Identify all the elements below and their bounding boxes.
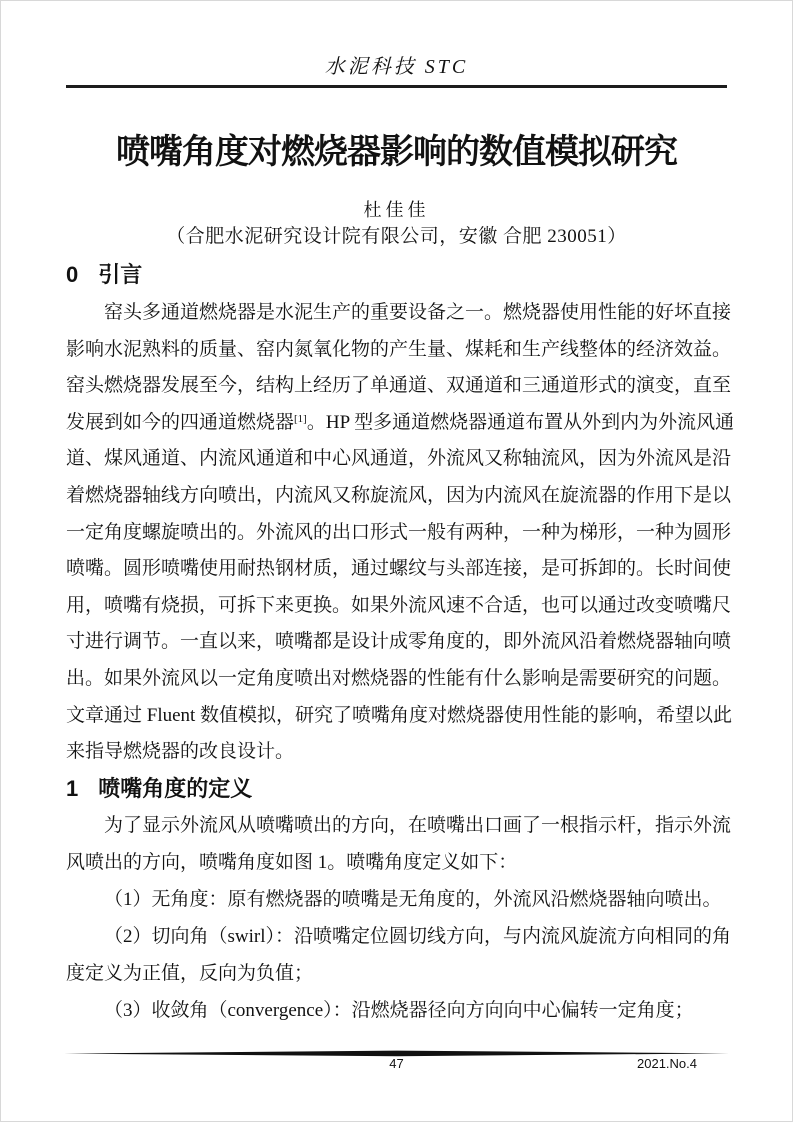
text-line: 出。如果外流风以一定角度喷出对燃烧器的性能有什么影响是需要研究的问题。 [66,667,732,689]
text-line: 窑头多通道燃烧器是水泥生产的重要设备之一。燃烧器使用性能的好坏直接 [104,302,732,323]
text-line: 道、煤风通道、内流风通道和中心风通道，外流风又称轴流风，因为外流风是沿 [66,448,732,470]
text-line: 度定义为正值，反向为负值； [66,963,314,984]
definition-paragraph [66,807,732,1029]
section-heading-nozzle-angle-definition [66,772,252,803]
section-number: 0 [66,262,79,287]
text-segment: 发展到如今的四通道燃烧器 [66,411,295,433]
text-line: 影响水泥熟料的质量、窑内氮氧化物的产生量、煤耗和生产线整体的经济效益。 [66,338,732,360]
text-line: 窑头燃烧器发展至今，结构上经历了单通道、双通道和三通道形式的演变，直至 [66,375,732,397]
article-title: 喷嘴角度对燃烧器影响的数值模拟研究 [116,133,677,171]
section-title: 喷嘴角度的定义 [98,776,253,801]
text-line: 为了显示外流风从喷嘴喷出的方向，在喷嘴出口画了一根指示杆，指示外流 [104,815,732,836]
text-line: 寸进行调节。一直以来，喷嘴都是设计成零角度的，即外流风沿着燃烧器轴向喷 [66,631,732,653]
list-item-3: （3）收敛角（convergence）：沿燃烧器径向方向向中心偏转一定角度； [104,1000,694,1021]
section-title: 引言 [98,262,143,287]
text-segment: 。HP 型多通道燃烧器通道布置从外到内为外流风通 [306,411,735,433]
text-line: 风喷出的方向，喷嘴角度如图 1。喷嘴角度定义如下： [66,852,518,873]
section-heading-introduction [66,258,142,289]
list-item-2: （2）切向角（swirl）：沿喷嘴定位圆切线方向，与内流风旋流方向相同的角 [104,926,732,947]
text-line: 用，喷嘴有烧损，可拆下来更换。如果外流风速不合适，也可以通过改变喷嘴尺 [66,594,732,616]
text-line: 来指导燃烧器的改良设计。 [66,741,295,763]
introduction-paragraph [66,295,735,771]
author-affiliation: （合肥水泥研究设计院有限公司，安徽 合肥 230051） [166,226,627,247]
text-line: 喷嘴。圆形喷嘴使用耐热钢材质，通过螺纹与头部连接，是可拆卸的。长时间使 [66,558,732,580]
text-line: 一定角度螺旋喷出的。外流风的出口形式一般有两种，一种为梯形，一种为圆形 [66,521,732,543]
page-number: 47 [389,1056,404,1071]
text-line: 着燃烧器轴线方向喷出，内流风又称旋流风，因为内流风在旋流器的作用下是以 [66,484,732,506]
citation-ref: [1] [294,412,307,425]
issue-label: 2021.No.4 [637,1056,697,1071]
header-rule [66,85,727,88]
section-number: 1 [66,776,79,801]
text-line [66,405,735,442]
text-line: 文章通过 Fluent 数值模拟，研究了喷嘴角度对燃烧器使用性能的影响，希望以此 [66,704,733,726]
list-item-1: （1）无角度：原有燃烧器的喷嘴是无角度的，外流风沿燃烧器轴向喷出。 [104,889,722,910]
journal-header: 水泥科技 STC [324,56,469,78]
author-name: 杜佳佳 [363,200,430,220]
